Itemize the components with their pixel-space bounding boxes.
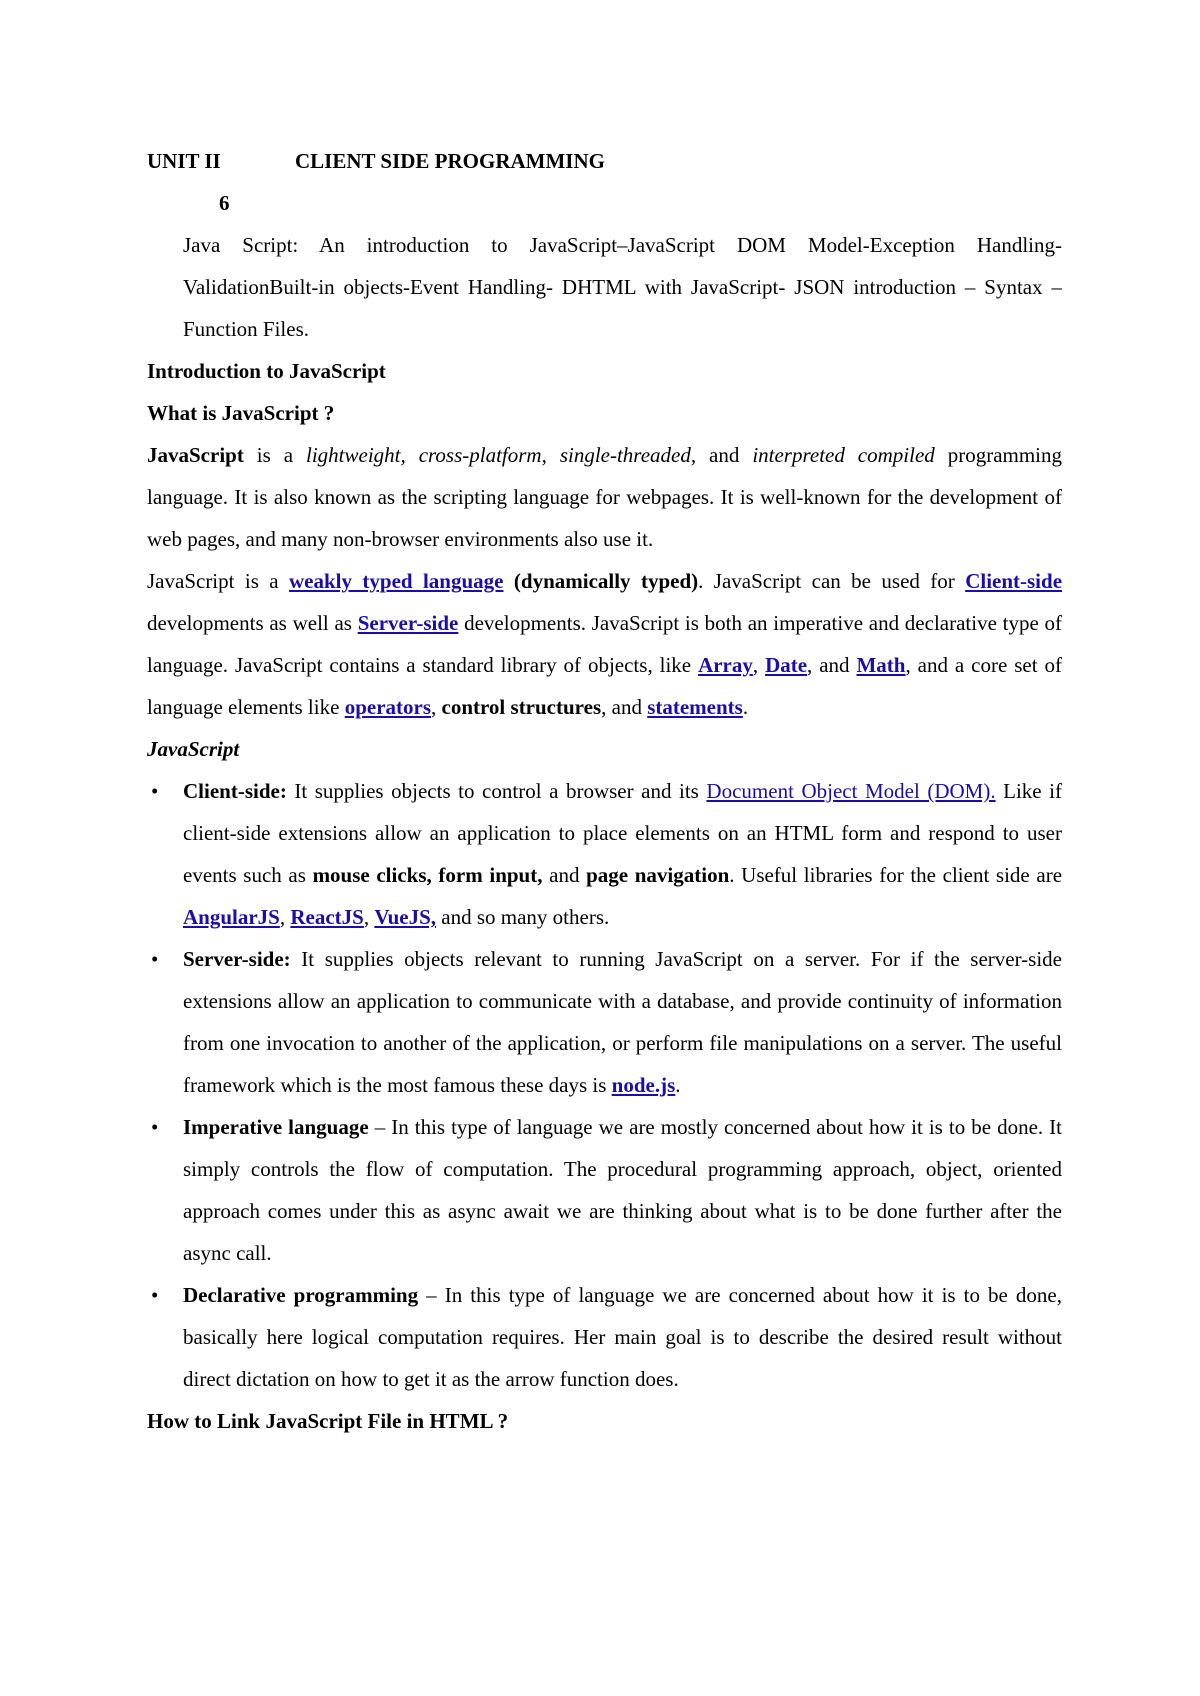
section-heading-javascript: JavaScript [147,737,240,761]
link-reactjs[interactable]: ReactJS [290,905,364,929]
italic-run: interpreted compiled [752,443,935,467]
page-content [147,140,1062,1442]
list-term: Client-side: [183,779,287,803]
section-heading-what: What is JavaScript ? [147,401,335,425]
unit-title: CLIENT SIDE PROGRAMMING [295,149,605,173]
section-heading-link-file: How to Link JavaScript File in HTML ? [147,1409,509,1433]
link-document-object-model[interactable]: Document Object Model (DOM). [706,779,996,803]
list-term: Server-side: [183,947,291,971]
bold-run: (dynamically typed) [513,569,699,593]
text-run [503,569,513,593]
text-run: . [742,695,749,719]
bold-run: page navigation [586,863,730,887]
text-run: programming language. It is also known as the scripting language for webpages. It is well-known for the development of web pages, and many non-browser environments also use it. [147,443,1063,551]
link-vuejs[interactable]: VueJS, [374,905,437,929]
feature-list [147,770,1062,1400]
link-weakly-typed-language[interactable]: weakly typed language [289,569,504,593]
list-item-client-side [147,770,1062,938]
bold-run: mouse clicks, form input, [312,863,543,887]
text-run: , and a core set of language elements like [147,653,1062,719]
term-javascript: JavaScript [147,443,244,467]
unit-hours: 6 [219,191,230,215]
list-item-declarative [147,1274,1062,1400]
link-nodejs[interactable]: node.js [611,1073,676,1097]
text-run: is a [243,443,306,467]
bullet-icon: • [151,1115,159,1139]
list-item-server-side [147,938,1062,1106]
text-run: . [675,1073,681,1097]
italic-run: cross-platform [418,443,542,467]
list-term: Declarative programming [183,1283,419,1307]
list-item-imperative [147,1106,1062,1274]
link-angularjs[interactable]: AngularJS [183,905,280,929]
link-math[interactable]: Math [856,653,906,677]
text-run: . JavaScript can be used for [698,569,966,593]
text-run [406,443,419,467]
unit-heading [147,140,1062,182]
text-run: and so many others. [436,905,610,929]
section-heading-intro: Introduction to JavaScript [147,359,386,383]
text-run: developments as well as [147,611,358,635]
link-server-side[interactable]: Server-side [357,611,459,635]
link-array[interactable]: Array [698,653,753,677]
text-run: – In this type of language we are mostly concerned about how it is to be done. It simply controls the flow of computation. The procedural programming approach, object, oriented approach comes under this as async await we are thinking about what is to be done further after the async call. [183,1115,1062,1265]
bullet-icon: • [151,947,159,971]
unit-number: UNIT II [147,149,221,173]
text-run: , and [807,653,857,677]
text-run: and [696,443,753,467]
text-run: , [279,905,291,929]
text-run: , [363,905,375,929]
text-run: . Useful libraries for the client side are [729,863,1063,887]
link-operators[interactable]: operators [344,695,431,719]
italic-run: lightweight, [306,443,406,467]
text-run: It supplies objects relevant to running JavaScript on a server. For if the server-side extensions allow an application to communicate with a database, and provide continuity of information from one invocation to another of the application, or perform file manipulations on a server. The useful framework which is the most famous these days is [183,947,1062,1097]
paragraph-definition [147,434,1062,560]
text-run: Like if client-side extensions allow an application to place elements on an HTML form and respond to user events such as [183,779,1063,887]
list-term: Imperative language [183,1115,369,1139]
bold-run: control structures [441,695,602,719]
link-statements[interactable]: statements [647,695,743,719]
italic-run: single-threaded, [559,443,697,467]
bullet-icon: • [151,1283,159,1307]
text-run: developments. JavaScript is both an imperative and declarative type of language. JavaScript contains a standard library of objects, like [147,611,1063,677]
text-run: , [752,653,766,677]
text-run: and [542,863,587,887]
link-date[interactable]: Date [765,653,808,677]
text-run: , and [601,695,648,719]
text-run: , [431,695,442,719]
syllabus-text: Java Script: An introduction to JavaScript–JavaScript DOM Model-Exception Handling-ValidationBuilt-in objects-Event Handling- DHTML with JavaScript- JSON introduction – Syntax – Function Files. [183,233,1062,341]
text-run: JavaScript is a [147,569,289,593]
text-run: – In this type of language we are concerned about how it is to be done, basically here logical computation requires. Her main goal is to describe the desired result without direct dictation on how to get it as the arrow function does. [183,1283,1062,1391]
link-client-side[interactable]: Client-side [965,569,1063,593]
text-run: It supplies objects to control a browser and its [286,779,707,803]
bullet-icon: • [151,779,159,803]
paragraph-typing [147,560,1062,728]
text-run: , [541,443,560,467]
